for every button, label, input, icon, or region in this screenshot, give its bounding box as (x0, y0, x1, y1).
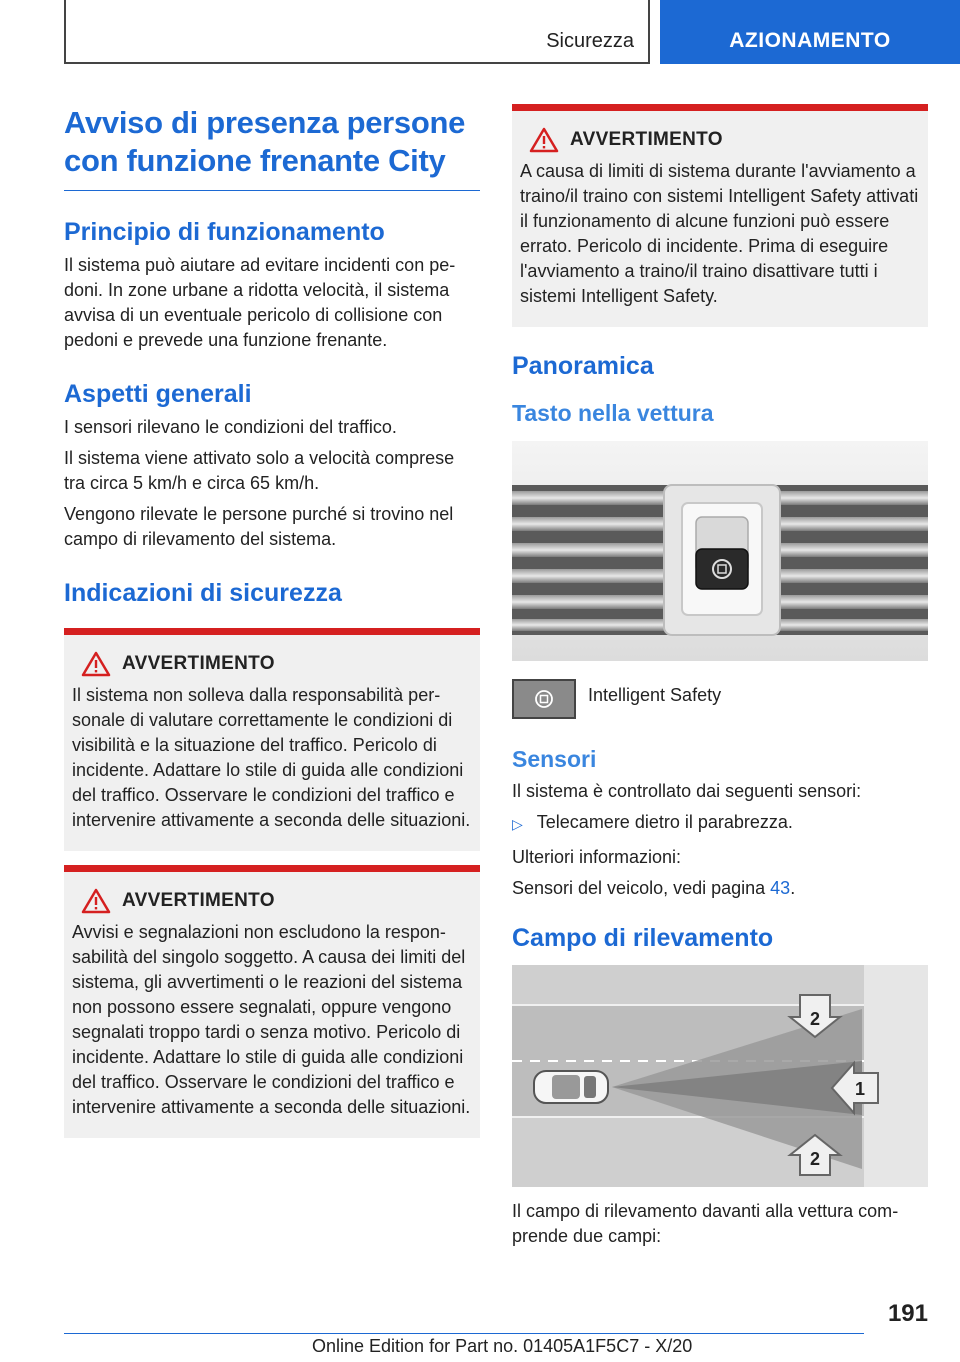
warning-triangle-icon (78, 888, 114, 914)
triangle-bullet-icon: ▷ (512, 816, 523, 832)
header-chapter-label: AZIONAMENTO (729, 29, 891, 52)
page-number: 191 (887, 1300, 928, 1327)
sensors-more: Ulteriori informazioni: (512, 847, 682, 867)
heading-safety: Indicazioni di sicurezza (64, 579, 342, 607)
svg-text:2: 2 (809, 1009, 821, 1029)
air-vent-illustration (512, 441, 928, 661)
svg-text:2: 2 (809, 1149, 821, 1169)
warning-text: A causa di limiti di sistema durante l'avviamento a traino/il traino con sistemi Intelligent Safety attivati il funzionamento di alcune funzioni può essere errato. Pericolo di incidente. Prima di eseguire l'avviamento a traino/il traino disattivare tutti i sistemi Intelligent Safety. (520, 161, 919, 306)
legend-text: Intelligent Safety (588, 685, 722, 705)
heading-sensors: Sensori (512, 746, 597, 772)
warning-label: AVVERTIMENTO (122, 890, 275, 911)
heading-detection-range: Campo di rilevamento (512, 924, 774, 952)
warning-triangle-icon (526, 127, 562, 153)
heading-principle: Principio di funzionamento (64, 218, 385, 246)
header-section-title: Sicurezza (546, 30, 634, 52)
general-p1: I sensori rilevano le condizioni del traffico. (64, 417, 397, 437)
sensors-list (512, 810, 928, 837)
range-text: Il campo di rilevamento davanti alla vettura comprende due campi: (512, 1201, 899, 1246)
left-column (64, 104, 480, 1138)
intelligent-safety-button-icon (512, 679, 576, 719)
heading-overview: Panoramica (512, 352, 654, 380)
legend-row (512, 679, 928, 719)
general-p2: Il sistema viene attivato solo a velocità comprese tra circa 5 km/h e circa 65 km/h. (64, 448, 455, 493)
detection-range-diagram (512, 965, 928, 1187)
svg-text:1: 1 (854, 1079, 866, 1099)
warning-box-1 (64, 628, 480, 851)
warning-label: AVVERTIMENTO (122, 653, 275, 674)
header-section-box (64, 0, 650, 64)
warning-label: AVVERTIMENTO (570, 129, 723, 150)
list-item (512, 810, 928, 837)
page-link[interactable]: 43 (770, 878, 791, 898)
sensors-intro: Il sistema è controllato dai seguenti sensori: (512, 781, 862, 801)
list-item-text: Telecamere dietro il parabrezza. (536, 812, 793, 832)
right-column (512, 104, 928, 1255)
heading-button-in-car: Tasto nella vettura (512, 400, 714, 426)
footer-divider (64, 1333, 864, 1334)
sensors-ref-suffix: . (790, 878, 796, 898)
heading-general: Aspetti generali (64, 380, 252, 408)
general-p3: Vengono rilevate le persone purché si trovino nel campo di rilevamento del sistema. (64, 504, 454, 549)
warning-text: Il sistema non solleva dalla responsabilità personale di valutare correttamente le condizioni di visibilità e la situazione del traffico. Pericolo di incidente. Adattare lo stile di guida alle condizioni del traffico. Osservare le condizioni del traffico e intervenire attivamente a seconda delle situazioni. (72, 685, 471, 830)
car-icon (534, 1071, 608, 1103)
page-title: Avviso di presenza persone con funzione frenante City (64, 104, 480, 191)
footer-edition: Online Edition for Part no. 01405A1F5C7 - X/20 (312, 1336, 693, 1356)
sensors-ref (512, 876, 928, 901)
warning-box-3 (512, 104, 928, 327)
warning-text: Avvisi e segnalazioni non escludono la responsabilità del singolo soggetto. A causa dei limiti del sistema, gli avvertimenti o le reazioni del sistema non possono essere segnalati, oppure vengono segnalati troppo tardi o senza motivo. Pericolo di incidente. Adattare lo stile di guida alle condizioni del traffico. Osservare le condizioni del traffico e intervenire attivamente a seconda delle situazioni. (72, 922, 471, 1117)
sensors-ref-text: Sensori del veicolo, vedi pagina (512, 878, 771, 898)
header-chapter-tab[interactable] (660, 0, 960, 64)
warning-triangle-icon (78, 651, 114, 677)
car-button-photo (512, 441, 928, 661)
principle-text: Il sistema può aiutare ad evitare incidenti con pedoni. In zone urbane a ridotta velocità, il sistema avvisa di un eventuale pericolo di collisione con pedoni e prevede una funzione frenante. (64, 255, 456, 350)
warning-box-2 (64, 865, 480, 1138)
